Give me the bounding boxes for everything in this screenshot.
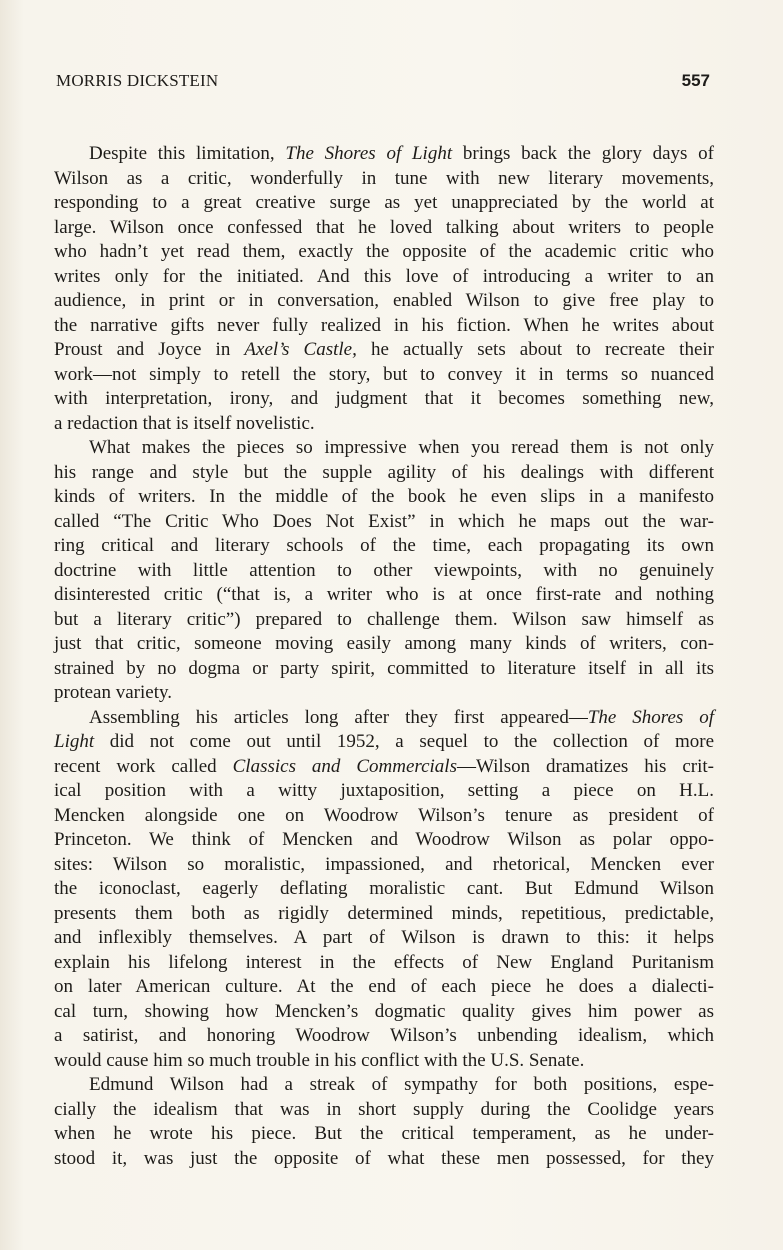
text-line [54,167,714,192]
text-segment: brings back the glory days of [452,143,714,164]
text-segment: What makes the pieces so impressive when you reread them is not only [89,437,714,458]
text-line [54,706,714,731]
text-segment: Edmund Wilson had a streak of sympathy for both positions, espe- [89,1074,714,1095]
italic-title-text: The Shores of [587,706,714,728]
text-line [54,1098,714,1123]
text-line [54,1049,714,1074]
text-segment: work—not simply to retell the story, but to convey it in terms so nuanced [54,363,714,385]
text-segment: Proust and Joyce in [54,339,245,360]
text-line [54,681,714,706]
page-number: 557 [681,71,710,90]
text-line [54,853,714,878]
text-line [54,1024,714,1049]
text-segment: Assembling his articles long after they first appeared— [89,706,588,728]
italic-title-text: The Shores of Light [285,143,453,164]
italic-title-text: Axel’s Castle, [244,339,357,360]
text-segment: strained by no dogma or party spirit, committed to literature itself in all its [54,657,714,679]
text-line [54,632,714,657]
text-line [54,583,714,608]
text-line [54,338,714,363]
text-line [54,1122,714,1147]
text-line [54,951,714,976]
text-line [54,730,714,755]
running-head: MORRIS DICKSTEIN [56,71,219,90]
text-segment: kinds of writers. In the middle of the book he even slips in a manifesto [54,486,714,507]
text-line [54,804,714,829]
text-segment: cially the idealism that was in short supply during the Coolidge years [54,1098,714,1120]
text-segment: Wilson as a critic, wonderfully in tune with new literary movements, [54,167,714,189]
text-line [54,461,714,486]
text-line [54,926,714,951]
text-line [54,755,714,780]
text-segment: when he wrote his piece. But the critical temperament, as he under- [54,1123,714,1144]
text-segment: Despite this limitation, [89,143,286,164]
text-segment: Princeton. We think of Mencken and Woodrow Wilson as polar oppo- [54,829,714,850]
text-segment: large. Wilson once confessed that he loved talking about writers to people [54,216,714,238]
text-segment: called “The Critic Who Does Not Exist” in which he maps out the war- [54,510,714,532]
text-segment: but a literary critic”) prepared to challenge them. Wilson saw himself as [54,608,714,630]
text-line [54,363,714,388]
text-segment: recent work called [54,755,233,777]
text-segment: with interpretation, irony, and judgment that it becomes something new, [54,388,714,409]
text-segment: sites: Wilson so moralistic, impassioned, and rhetorical, Mencken ever [54,853,714,875]
text-line [54,142,714,167]
text-line [54,510,714,535]
text-line [54,1000,714,1025]
italic-title-text: Light [54,731,95,752]
text-segment: a satirist, and honoring Woodrow Wilson’s unbending idealism, which [54,1025,714,1046]
text-segment: the iconoclast, eagerly deflating moralistic cant. But Edmund Wilson [54,878,714,899]
text-segment: responding to a great creative surge as yet unappreciated by the world at [54,192,714,213]
text-line [54,828,714,853]
text-segment: would cause him so much trouble in his conflict with the U.S. Senate. [54,1049,585,1071]
text-line [54,485,714,510]
text-segment: he actually sets about to recreate their [356,339,714,360]
page-header [56,71,710,95]
text-segment: ical position with a witty juxtaposition, setting a piece on H.L. [54,780,714,801]
text-line [54,657,714,682]
text-segment: a redaction that is itself novelistic. [54,412,315,434]
text-line [54,534,714,559]
text-line [54,975,714,1000]
text-segment: cal turn, showing how Mencken’s dogmatic quality gives him power as [54,1000,714,1022]
text-line [54,877,714,902]
text-line [54,1073,714,1098]
text-segment: disinterested critic (“that is, a writer who is at once first-rate and nothing [54,584,714,605]
text-segment: and inflexibly themselves. A part of Wilson is drawn to this: it helps [54,927,714,948]
italic-title-text: Classics and Commercials [232,755,457,777]
text-segment: audience, in print or in conversation, enabled Wilson to give free play to [54,290,714,311]
text-segment: his range and style but the supple agility of his dealings with different [54,461,714,483]
text-segment: protean variety. [54,682,172,703]
text-segment: —Wilson dramatizes his crit- [456,755,715,777]
text-segment: doctrine with little attention to other viewpoints, with no genuinely [54,559,714,581]
text-line [54,289,714,314]
text-line [54,387,714,412]
text-segment: Mencken alongside one on Woodrow Wilson’s tenure as president of [54,804,714,826]
text-line [54,191,714,216]
text-line [54,1147,714,1172]
text-line [54,265,714,290]
text-line [54,559,714,584]
text-line [54,902,714,927]
text-line [54,779,714,804]
text-segment: ring critical and literary schools of the time, each propagating its own [54,535,714,556]
text-line [54,314,714,339]
text-segment: writes only for the initiated. And this love of introducing a writer to an [54,265,714,287]
text-line [54,240,714,265]
text-segment: who hadn’t yet read them, exactly the opposite of the academic critic who [54,241,714,262]
text-line [54,608,714,633]
body-text [54,142,714,1171]
text-segment: explain his lifelong interest in the effects of New England Puritanism [54,951,714,973]
text-segment: did not come out until 1952, a sequel to the collection of more [94,731,714,752]
text-line [54,412,714,437]
text-segment: presents them both as rigidly determined minds, repetitious, predictable, [54,902,714,924]
text-segment: on later American culture. At the end of each piece he does a dialecti- [54,976,714,997]
text-segment: the narrative gifts never fully realized in his fiction. When he writes about [54,314,714,336]
text-line [54,436,714,461]
text-segment: just that critic, someone moving easily among many kinds of writers, con- [54,633,714,654]
text-segment: stood it, was just the opposite of what these men possessed, for they [54,1147,714,1169]
text-line [54,216,714,241]
